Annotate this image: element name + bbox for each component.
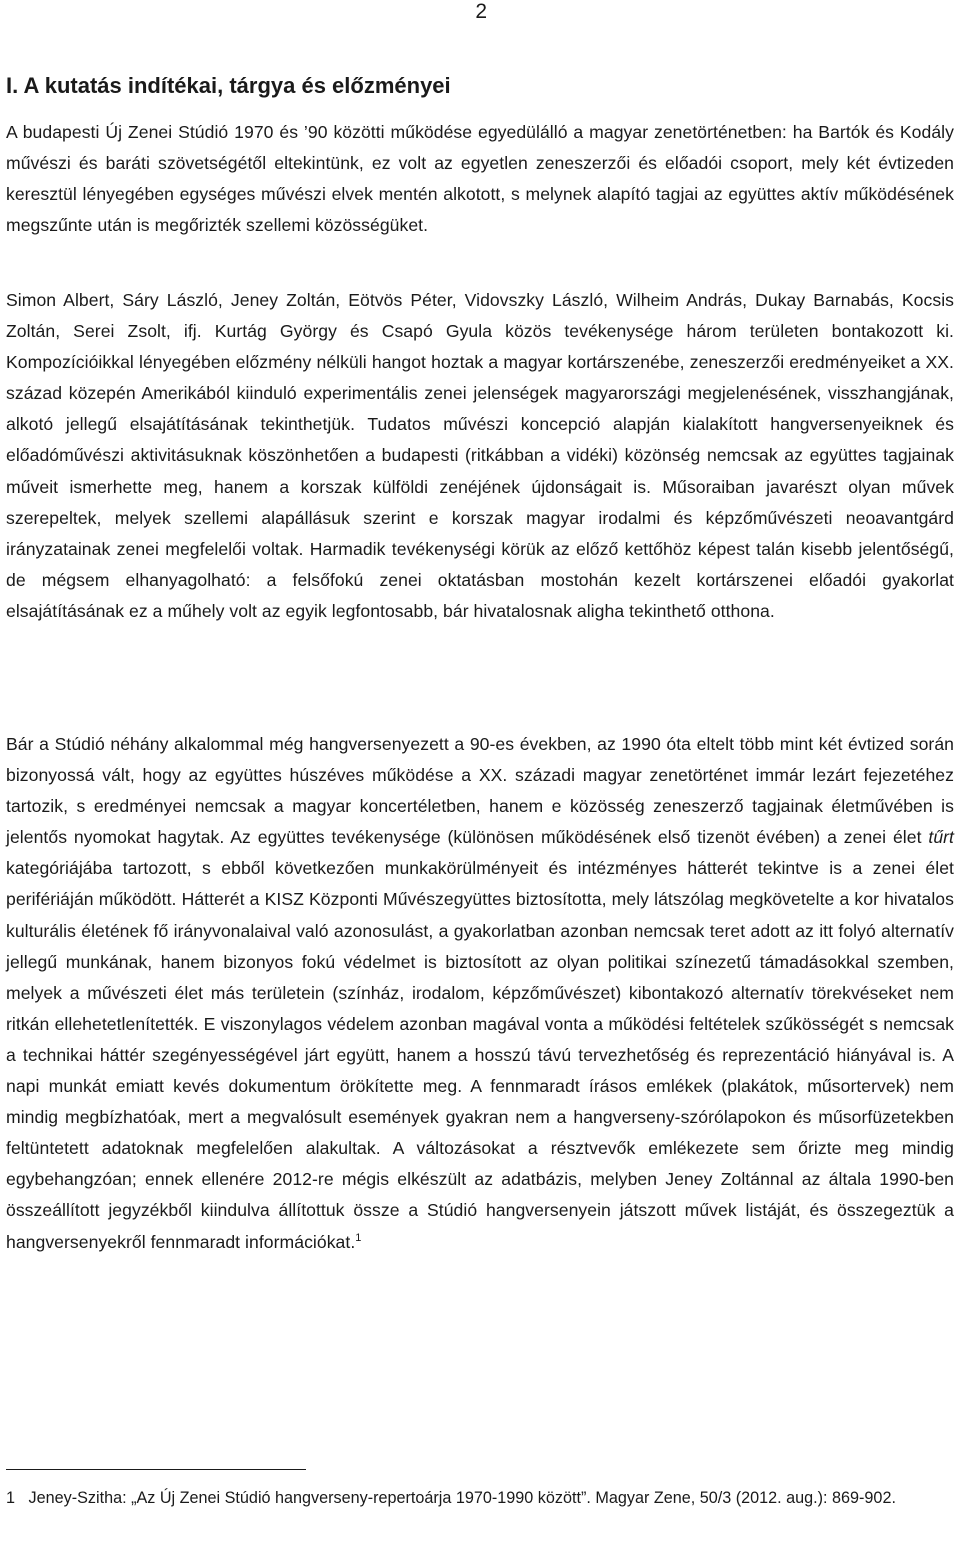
page-number: 2 (475, 0, 487, 23)
paragraph-history (6, 729, 954, 1258)
emphasis-turt: tűrt (928, 827, 954, 848)
section-heading: I. A kutatás indítékai, tárgya és előzményei (6, 73, 451, 98)
paragraph-members: Simon Albert, Sáry László, Jeney Zoltán, Eötvös Péter, Vidovszky László, Wilheim András, Dukay Barnabás, Kocsis Zoltán, Serei Zsolt, ifj. Kurtág György és Csapó Gyula közös tevékenysége három területen bontakozott ki. Kompozícióikkal lényegében előzmény nélküli hangot hoztak a magyar kortárszenébe, zeneszerzői eredményeiket a XX. század közepén Amerikából kiinduló experimentális zenei jelenségek magyarországi megjelenésének, visszhangjának, alkotó jellegű elsajátításának tekinthetjük. Tudatos művészi koncepció alapján kialakított hangversenyeiknek és előadóművészi aktivitásuknak köszönhetően a budapesti (ritkábban a vidéki) közönség nemcsak az együttes tagjainak műveit ismerhette meg, hanem a korszak külföldi zenéjének újdonságait is. Műsoraiban javarészt olyan művek szerepeltek, melyek szellemi alapállásuk szerint e korszak magyar irodalmi és képzőművészeti neoavantgárd irányzatainak zenei megfelelői voltak. Harmadik tevékenységi körük az előző kettőhöz képest talán kisebb jelentőségű, de mégsem elhanyagolható: a felsőfokú zenei oktatásban mostohán kezelt kortárszenei előadói gyakorlat elsajátításának ez a műhely volt az egyik legfontosabb, bár hivatalosnak aligha tekinthető otthona. (6, 290, 954, 621)
footnote-reference[interactable]: 1 (355, 1231, 362, 1244)
footnote-text: Jeney-Szitha: „Az Új Zenei Stúdió hangverseny-repertoárja 1970-1990 között”. Magyar Zene, 50/3 (2012. aug.): 869-902. (28, 1489, 896, 1507)
footnote (6, 1484, 954, 1513)
footnote-number: 1 (6, 1489, 16, 1507)
paragraph-intro: A budapesti Új Zenei Stúdió 1970 és ’90 közötti működése egyedülálló a magyar zenetörténetben: ha Bartók és Kodály művészi és baráti szövetségétől eltekintünk, ez volt az egyetlen zeneszerzői és előadói csoport, mely két évtizeden keresztül lényegében egységes művészi elvek mentén alkotott, s melynek alapító tagjai az együttes aktív működésének megszűnte után is megőrizték szellemi közösségüket. (6, 122, 954, 236)
paragraph-history-text-b: kategóriájába tartozott, s ebből következően munkakörülményeit és intézményes hátterét tekintve is a zenei élet perifériáján működött. Hátterét a KISZ Központi Művészegyüttes biztosította, mely látszólag megkövetelte a kor hivatalos kulturális életének fő irányvonalaival való azonosulást, a gyakorlatban azonban nemcsak teret adott az itt folyó alternatív jellegű munkának, hanem bizonyos fokú védelmet is biztosított az olyan politikai színezetű támadásokkal szemben, melyek a művészeti élet más területein (színház, irodalom, képzőművészet) kibontakozó alternatív törekvéseket nem ritkán ellehetetlenítették. E viszonylagos védelem azonban magával vonta a működési feltételek szűkösségét s nemcsak a technikai háttér szegényességével járt együtt, hanem a hosszú távú tervezhetőség és reprezentáció hiányával is. A napi munkát emiatt kevés dokumentum örökítette meg. A fennmaradt írásos emlékek (plakátok, műsortervek) nem mindig megbízhatóak, mert a megvalósult események gyakran nem a hangverseny-szórólapokon és műsorfüzetekben feltüntetett adatoknak megfelelően alakultak. A változásokat a résztvevők emlékezete sem őrizte meg mindig egybehangzóan; ennek ellenére 2012-re mégis elkészült az adatbázis, melyben Jeney Zoltánnal az általa 1990-ben összeállított jegyzékből kiindulva állítottuk össze a Stúdió hangversenyein játszott művek listáját, és összegeztük a hangversenyekről fennmaradt információkat. (6, 858, 954, 1252)
paragraph-history-text-a: Bár a Stúdió néhány alkalommal még hangversenyezett a 90-es években, az 1990 óta eltelt több mint két évtized során bizonyossá vált, hogy az együttes húszéves működése a XX. századi magyar zenetörténet immár lezárt fejezetéhez tartozik, s eredményei nemcsak a magyar koncertéletben, hanem e közösség zeneszerző tagjainak életművében is jelentős nyomokat hagytak. Az együttes tevékenysége (különösen működésének első tizenöt évében) a zenei élet (6, 734, 954, 848)
footnote-divider (6, 1469, 306, 1470)
